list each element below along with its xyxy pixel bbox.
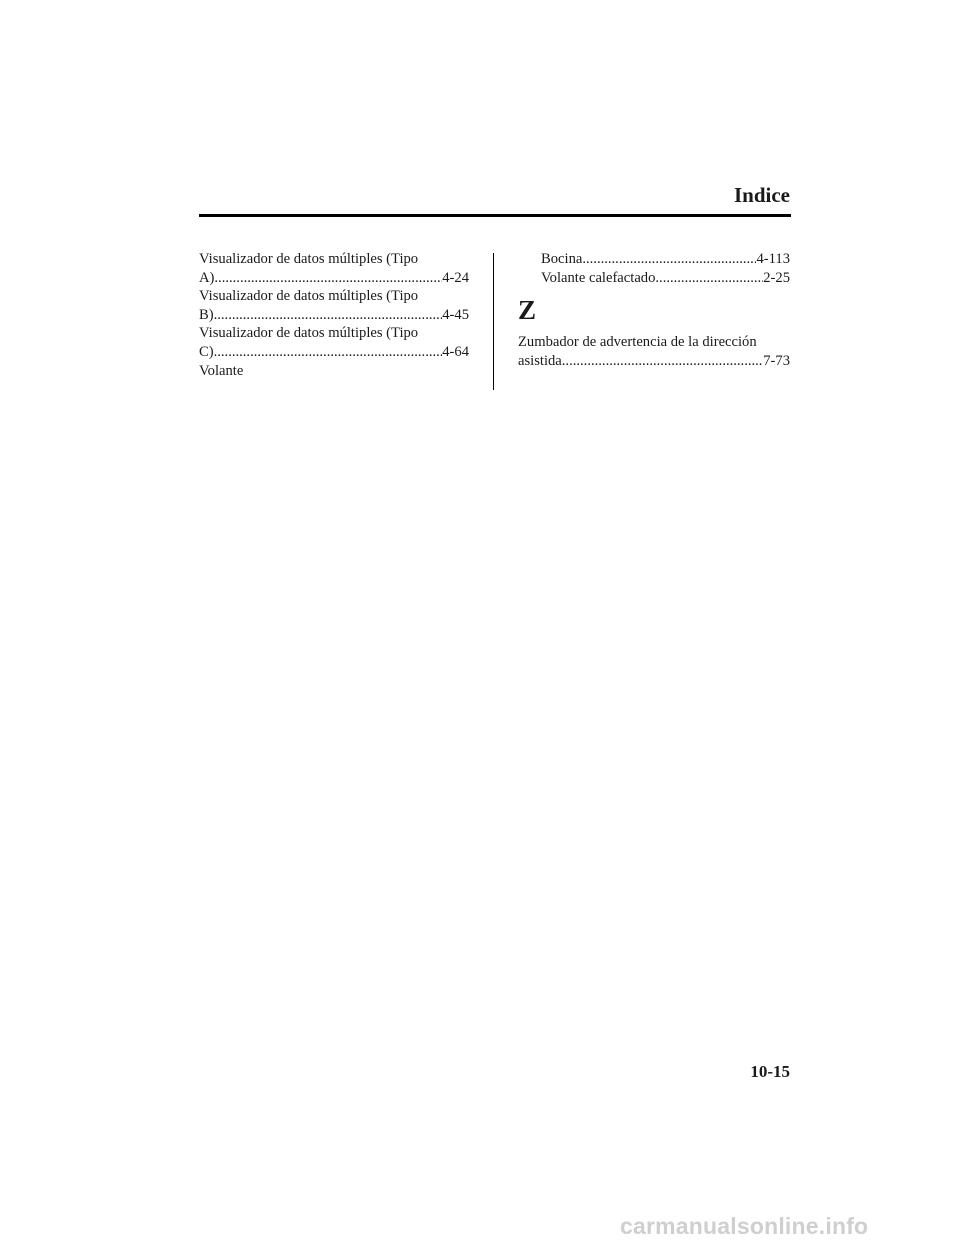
page-number: 10-15 [750, 1062, 790, 1081]
index-entry [518, 333, 790, 370]
header-rule [199, 214, 791, 217]
entry-text: C) [199, 343, 214, 360]
section-letter: Z [518, 295, 537, 326]
subentry-text: Volante calefactado [541, 269, 656, 286]
index-right-column [518, 250, 790, 370]
entry-page-ref[interactable]: 4-45 [442, 306, 469, 323]
entry-page-ref[interactable]: 4-24 [442, 269, 469, 286]
dot-leader [562, 352, 763, 371]
dot-leader [214, 306, 443, 325]
entry-leader-line [199, 343, 469, 362]
entry-text: Visualizador de datos múltiples (Tipo [199, 251, 419, 267]
index-subentry [518, 269, 790, 288]
entry-text: B) [199, 306, 214, 323]
dot-leader [655, 269, 763, 288]
index-entry [199, 287, 469, 324]
entry-text: Zumbador de advertencia de la dirección [518, 334, 757, 351]
entry-leader-line [199, 306, 469, 325]
index-left-column [199, 250, 469, 380]
column-divider [493, 253, 494, 390]
dot-leader [214, 343, 443, 362]
page-header-title: Indice [733, 183, 790, 207]
index-heading-volante: Volante [199, 362, 244, 379]
dot-leader [214, 269, 442, 288]
index-subentry [518, 250, 790, 269]
entry-page-ref[interactable]: 4-64 [442, 343, 469, 360]
entry-page-ref[interactable]: 7-73 [763, 352, 790, 369]
index-entry [199, 250, 469, 287]
entry-text: asistida [518, 352, 562, 369]
dot-leader [582, 250, 756, 269]
entry-text: Visualizador de datos múltiples (Tipo [199, 288, 419, 305]
entry-leader-line [199, 269, 469, 288]
entry-page-ref[interactable]: 4-113 [756, 251, 790, 267]
entry-text: Visualizador de datos múltiples (Tipo [199, 325, 419, 342]
index-entry [199, 324, 469, 361]
entry-page-ref[interactable]: 2-25 [763, 269, 790, 286]
watermark: carmanualsonline.info [620, 1213, 869, 1239]
subentry-text: Bocina [541, 251, 583, 267]
entry-leader-line [518, 352, 790, 371]
entry-text: A) [199, 269, 215, 286]
